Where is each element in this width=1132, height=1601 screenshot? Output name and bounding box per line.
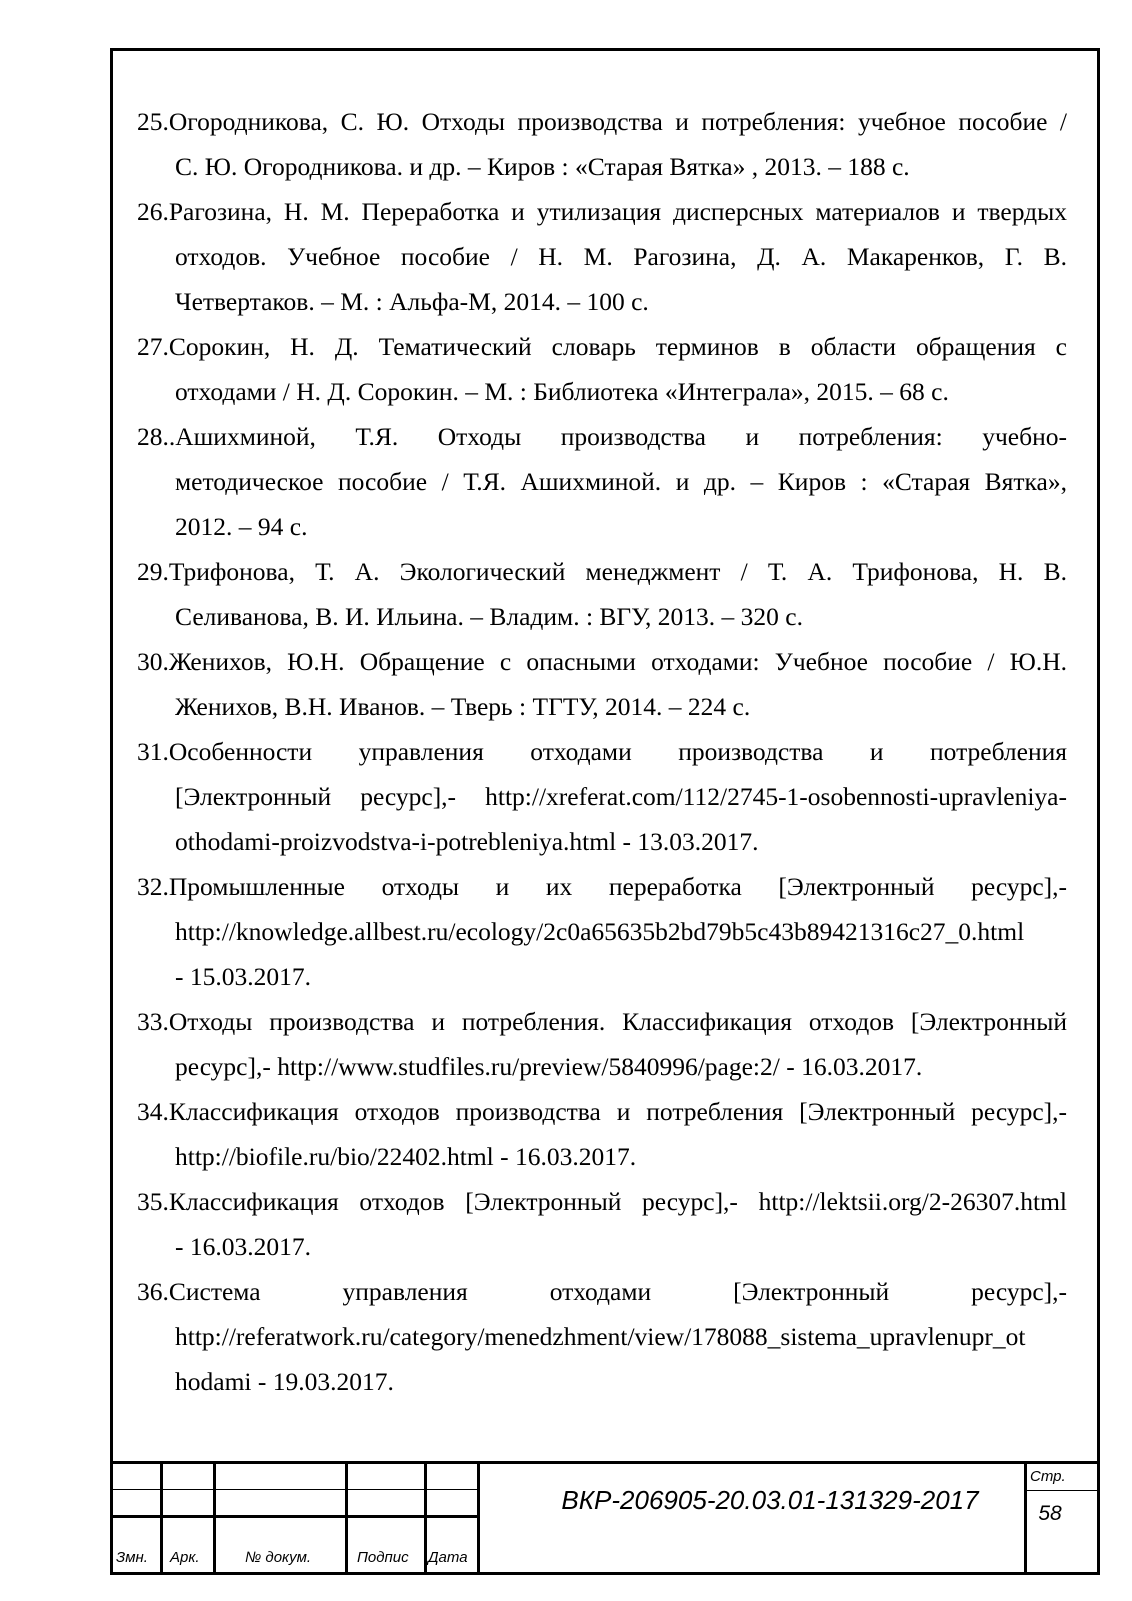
reference-text: - 16.03.2017. (175, 1232, 311, 1261)
reference-line (175, 1322, 1067, 1352)
reference-first-line (137, 557, 1067, 587)
page-label: Стр. (1030, 1468, 1066, 1485)
reference-text: Промышленные отходы и их переработка [Электронный ресурс],- (168, 872, 1067, 901)
reference-line (175, 782, 1067, 812)
reference-number: 28. (137, 422, 169, 451)
reference-text: http://knowledge.allbest.ru/ecology/2c0a65635b2bd79b5c43b89421316c27_0.html (175, 917, 1025, 946)
reference-number: 27. (137, 332, 169, 361)
reference-number: 32. (137, 872, 169, 901)
document-number: ВКР-206905-20.03.01-131329-2017 (561, 1485, 979, 1515)
reference-number: 30. (137, 647, 169, 676)
reference-line (175, 917, 1067, 947)
reference-line (175, 377, 1067, 407)
reference-first-line (137, 1187, 1067, 1217)
label-data: Дата (428, 1549, 468, 1566)
reference-text: Рагозина, Н. М. Переработка и утилизация дисперсных материалов и твердых (168, 197, 1067, 226)
reference-text: Огородникова, С. Ю. Отходы производства и потребления: учебное пособие / (168, 107, 1067, 136)
reference-first-line (137, 1277, 1067, 1307)
reference-line (175, 1142, 1067, 1172)
reference-text: Женихов, Ю.Н. Обращение с опасными отходами: Учебное пособие / Ю.Н. (168, 647, 1067, 676)
reference-text: методическое пособие / Т.Я. Ашихминой. и др. – Киров : «Старая Вятка», (175, 467, 1067, 496)
reference-text: Селиванова, В. И. Ильина. – Владим. : ВГУ, 2013. – 320 с. (175, 602, 803, 631)
reference-text: Классификация отходов [Электронный ресурс],- http://lektsii.org/2-26307.html (168, 1187, 1067, 1216)
stamp-col-line-1 (160, 1461, 163, 1575)
reference-text: отходами / Н. Д. Сорокин. – М. : Библиотека «Интеграла», 2015. – 68 с. (175, 377, 949, 406)
reference-text: .Ашихминой, Т.Я. Отходы производства и потребления: учебно- (168, 422, 1067, 451)
reference-number: 29. (137, 557, 169, 586)
reference-text: Особенности управления отходами производства и потребления (168, 737, 1067, 766)
stamp-col-line-4 (424, 1461, 427, 1575)
reference-number: 36. (137, 1277, 169, 1306)
stamp-col-line-5 (477, 1461, 480, 1575)
reference-line (175, 467, 1067, 497)
reference-text: Отходы производства и потребления. Классификация отходов [Электронный (168, 1007, 1067, 1036)
stamp-col-line-2 (213, 1461, 216, 1575)
reference-text: С. Ю. Огородникова. и др. – Киров : «Старая Вятка» , 2013. – 188 с. (175, 152, 910, 181)
reference-first-line (137, 647, 1067, 677)
reference-number: 31. (137, 737, 169, 766)
reference-line (175, 512, 1067, 542)
reference-line (175, 827, 1067, 857)
reference-text: - 15.03.2017. (175, 962, 311, 991)
reference-line (175, 287, 1067, 317)
reference-text: http://biofile.ru/bio/22402.html - 16.03.2017. (175, 1142, 637, 1171)
reference-first-line (137, 107, 1067, 137)
reference-text: hodami - 19.03.2017. (175, 1367, 394, 1396)
reference-first-line (137, 1097, 1067, 1127)
reference-line (175, 242, 1067, 272)
reference-text: Трифонова, Т. А. Экологический менеджмент / Т. А. Трифонова, Н. В. (168, 557, 1067, 586)
reference-first-line (137, 422, 1067, 452)
reference-number: 26. (137, 197, 169, 226)
label-podpis: Подпис (357, 1549, 409, 1566)
reference-line (175, 692, 1067, 722)
reference-text: [Электронный ресурс],- http://xreferat.com/112/2745-1-osobennosti-upravleniya- (175, 782, 1067, 811)
reference-text: 2012. – 94 с. (175, 512, 308, 541)
reference-line (175, 1232, 1067, 1262)
reference-text: Женихов, В.Н. Иванов. – Тверь : ТГТУ, 2014. – 224 с. (175, 692, 751, 721)
reference-text: othodami-proizvodstva-i-potrebleniya.html - 13.03.2017. (175, 827, 759, 856)
label-ark: Арк. (170, 1549, 200, 1566)
reference-number: 33. (137, 1007, 169, 1036)
reference-text: Классификация отходов производства и потребления [Электронный ресурс],- (168, 1097, 1067, 1126)
reference-line (175, 602, 1067, 632)
label-zmn: Змн. (116, 1549, 148, 1566)
reference-line (175, 1367, 1067, 1397)
reference-first-line (137, 872, 1067, 902)
reference-number: 34. (137, 1097, 169, 1126)
reference-number: 35. (137, 1187, 169, 1216)
reference-first-line (137, 737, 1067, 767)
reference-text: Сорокин, Н. Д. Тематический словарь терминов в области обращения с (168, 332, 1067, 361)
page-number: 58 (1038, 1502, 1062, 1525)
reference-text: Система управления отходами [Электронный ресурс],- (168, 1277, 1067, 1306)
reference-text: http://referatwork.ru/category/menedzhment/view/178088_sistema_upravlenupr_ot (175, 1322, 1026, 1351)
reference-number: 25. (137, 107, 169, 136)
reference-text: ресурс],- http://www.studfiles.ru/preview/5840996/page:2/ - 16.03.2017. (175, 1052, 923, 1081)
reference-first-line (137, 197, 1067, 227)
stamp-top-line (110, 1461, 1100, 1464)
reference-first-line (137, 332, 1067, 362)
reference-text: Четвертаков. – М. : Альфа-М, 2014. – 100 с. (175, 287, 649, 316)
reference-line (175, 1052, 1067, 1082)
page-cell-divider (1025, 1490, 1100, 1491)
stamp-col-line-3 (345, 1461, 348, 1575)
reference-line (175, 962, 1067, 992)
reference-first-line (137, 1007, 1067, 1037)
page-cell-line (1024, 1461, 1027, 1575)
label-dokum: № докум. (245, 1549, 312, 1566)
reference-text: отходов. Учебное пособие / Н. М. Рагозина, Д. А. Макаренков, Г. В. (175, 242, 1067, 271)
reference-line (175, 152, 1067, 182)
